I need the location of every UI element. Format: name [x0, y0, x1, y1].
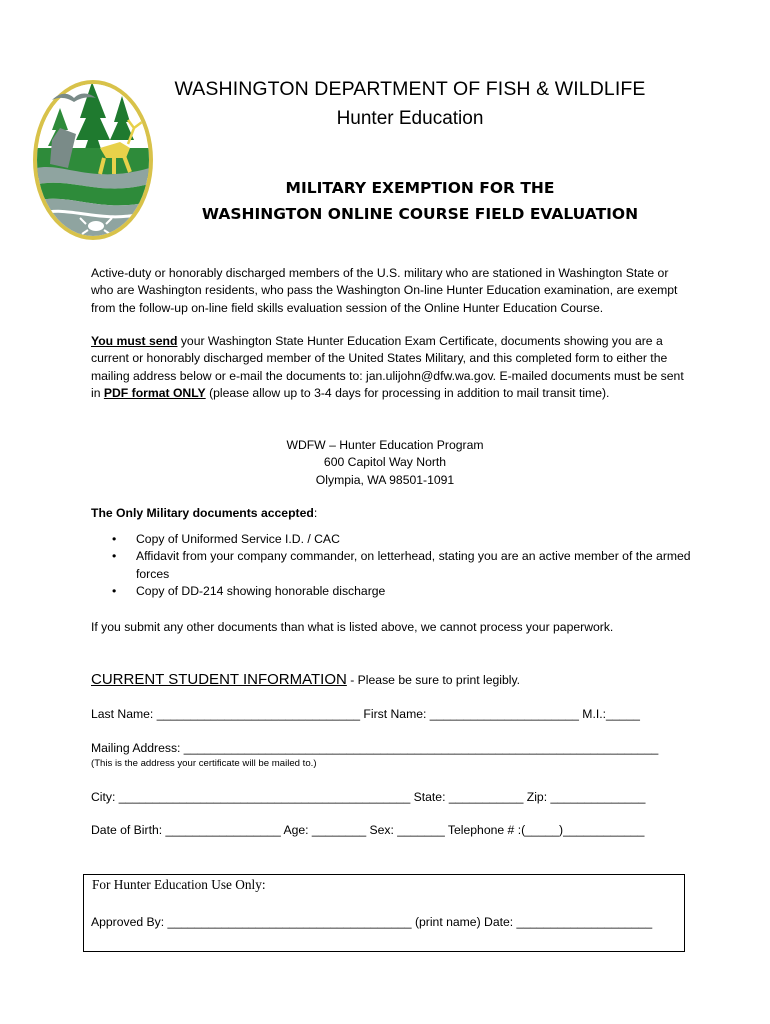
- accepted-documents-heading-text: The Only Military documents accepted: [91, 506, 314, 520]
- accepted-documents-colon: :: [313, 506, 318, 520]
- agency-name: WASHINGTON DEPARTMENT OF FISH & WILDLIFE: [174, 78, 646, 100]
- program-name: Hunter Education: [336, 108, 484, 129]
- list-item: [91, 583, 691, 600]
- bullet-icon: •: [112, 583, 117, 598]
- bullet-icon: •: [112, 549, 117, 564]
- documents-warning: If you submit any other documents than what is listed above, we cannot process your paperwork.: [91, 620, 614, 634]
- intro-paragraph: Active-duty or honorably discharged members of the U.S. military who are stationed in Washington State or who are Washington residents, who pass the Washington On-line Hunter Education examination, are exempt from the follow-up on-line field skills evaluation session of the Online Hunter Education Course.: [91, 266, 678, 315]
- mailing-address-note: (This is the address your certificate will be mailed to.): [91, 758, 317, 769]
- address-line-2: 600 Capitol Way North: [323, 455, 447, 470]
- office-use-box: [83, 874, 685, 952]
- list-item-text: Copy of DD-214 showing honorable discharge: [136, 583, 386, 598]
- accepted-documents-heading: [91, 506, 317, 520]
- instructions-lead: You must send: [91, 334, 178, 348]
- accepted-documents-list: [91, 531, 691, 600]
- student-info-subtitle: - Please be sure to print legibly.: [346, 673, 521, 687]
- form-title-line-1: MILITARY EXEMPTION FOR THE: [285, 179, 555, 197]
- wdfw-logo-icon: [30, 78, 156, 242]
- list-item-text: Affidavit from your company commander, on letterhead, stating you are an active member of the armed forces: [136, 549, 691, 581]
- instructions-paragraph: [91, 333, 691, 402]
- mailing-address-field-line[interactable]: Mailing Address: ______________________________________________________________________: [91, 741, 659, 755]
- student-info-heading: [91, 671, 520, 688]
- office-use-title: For Hunter Education Use Only:: [92, 877, 266, 892]
- instructions-text-1: your Washington State Hunter Education Exam Certificate, documents showing you are a current or honorably discharged member of the United States Military, and this completed form to either the mailing address below or e-mail the documents to: jan.ulijohn@dfw.wa.gov. E-mailed documents must be sent in: [91, 334, 684, 400]
- student-info-title: CURRENT STUDENT INFORMATION: [91, 671, 347, 688]
- list-item: [91, 548, 691, 583]
- instructions-text-2: (please allow up to 3-4 days for processing in addition to mail transit time).: [205, 385, 610, 400]
- address-line-1: WDFW – Hunter Education Program: [286, 438, 484, 452]
- list-item: [91, 531, 691, 548]
- bullet-icon: •: [112, 532, 117, 546]
- dob-age-sex-phone-line[interactable]: Date of Birth: _________________ Age: ________ Sex: _______ Telephone # :(_____)____________: [91, 823, 645, 837]
- name-fields-line[interactable]: Last Name: ______________________________ First Name: ______________________ M.I.:_____: [91, 707, 640, 721]
- approved-by-line[interactable]: Approved By: ____________________________________ (print name) Date: ____________________: [91, 915, 653, 929]
- pdf-format-emphasis: PDF format ONLY: [103, 385, 206, 400]
- city-state-zip-line[interactable]: City: ___________________________________________ State: ___________ Zip: ______________: [91, 790, 646, 804]
- address-line-3: Olympia, WA 98501-1091: [315, 472, 455, 487]
- mailing-address-block: [120, 437, 650, 489]
- form-title-line-2: WASHINGTON ONLINE COURSE FIELD EVALUATION: [201, 205, 639, 223]
- list-item-text: Copy of Uniformed Service I.D. / CAC: [136, 532, 340, 546]
